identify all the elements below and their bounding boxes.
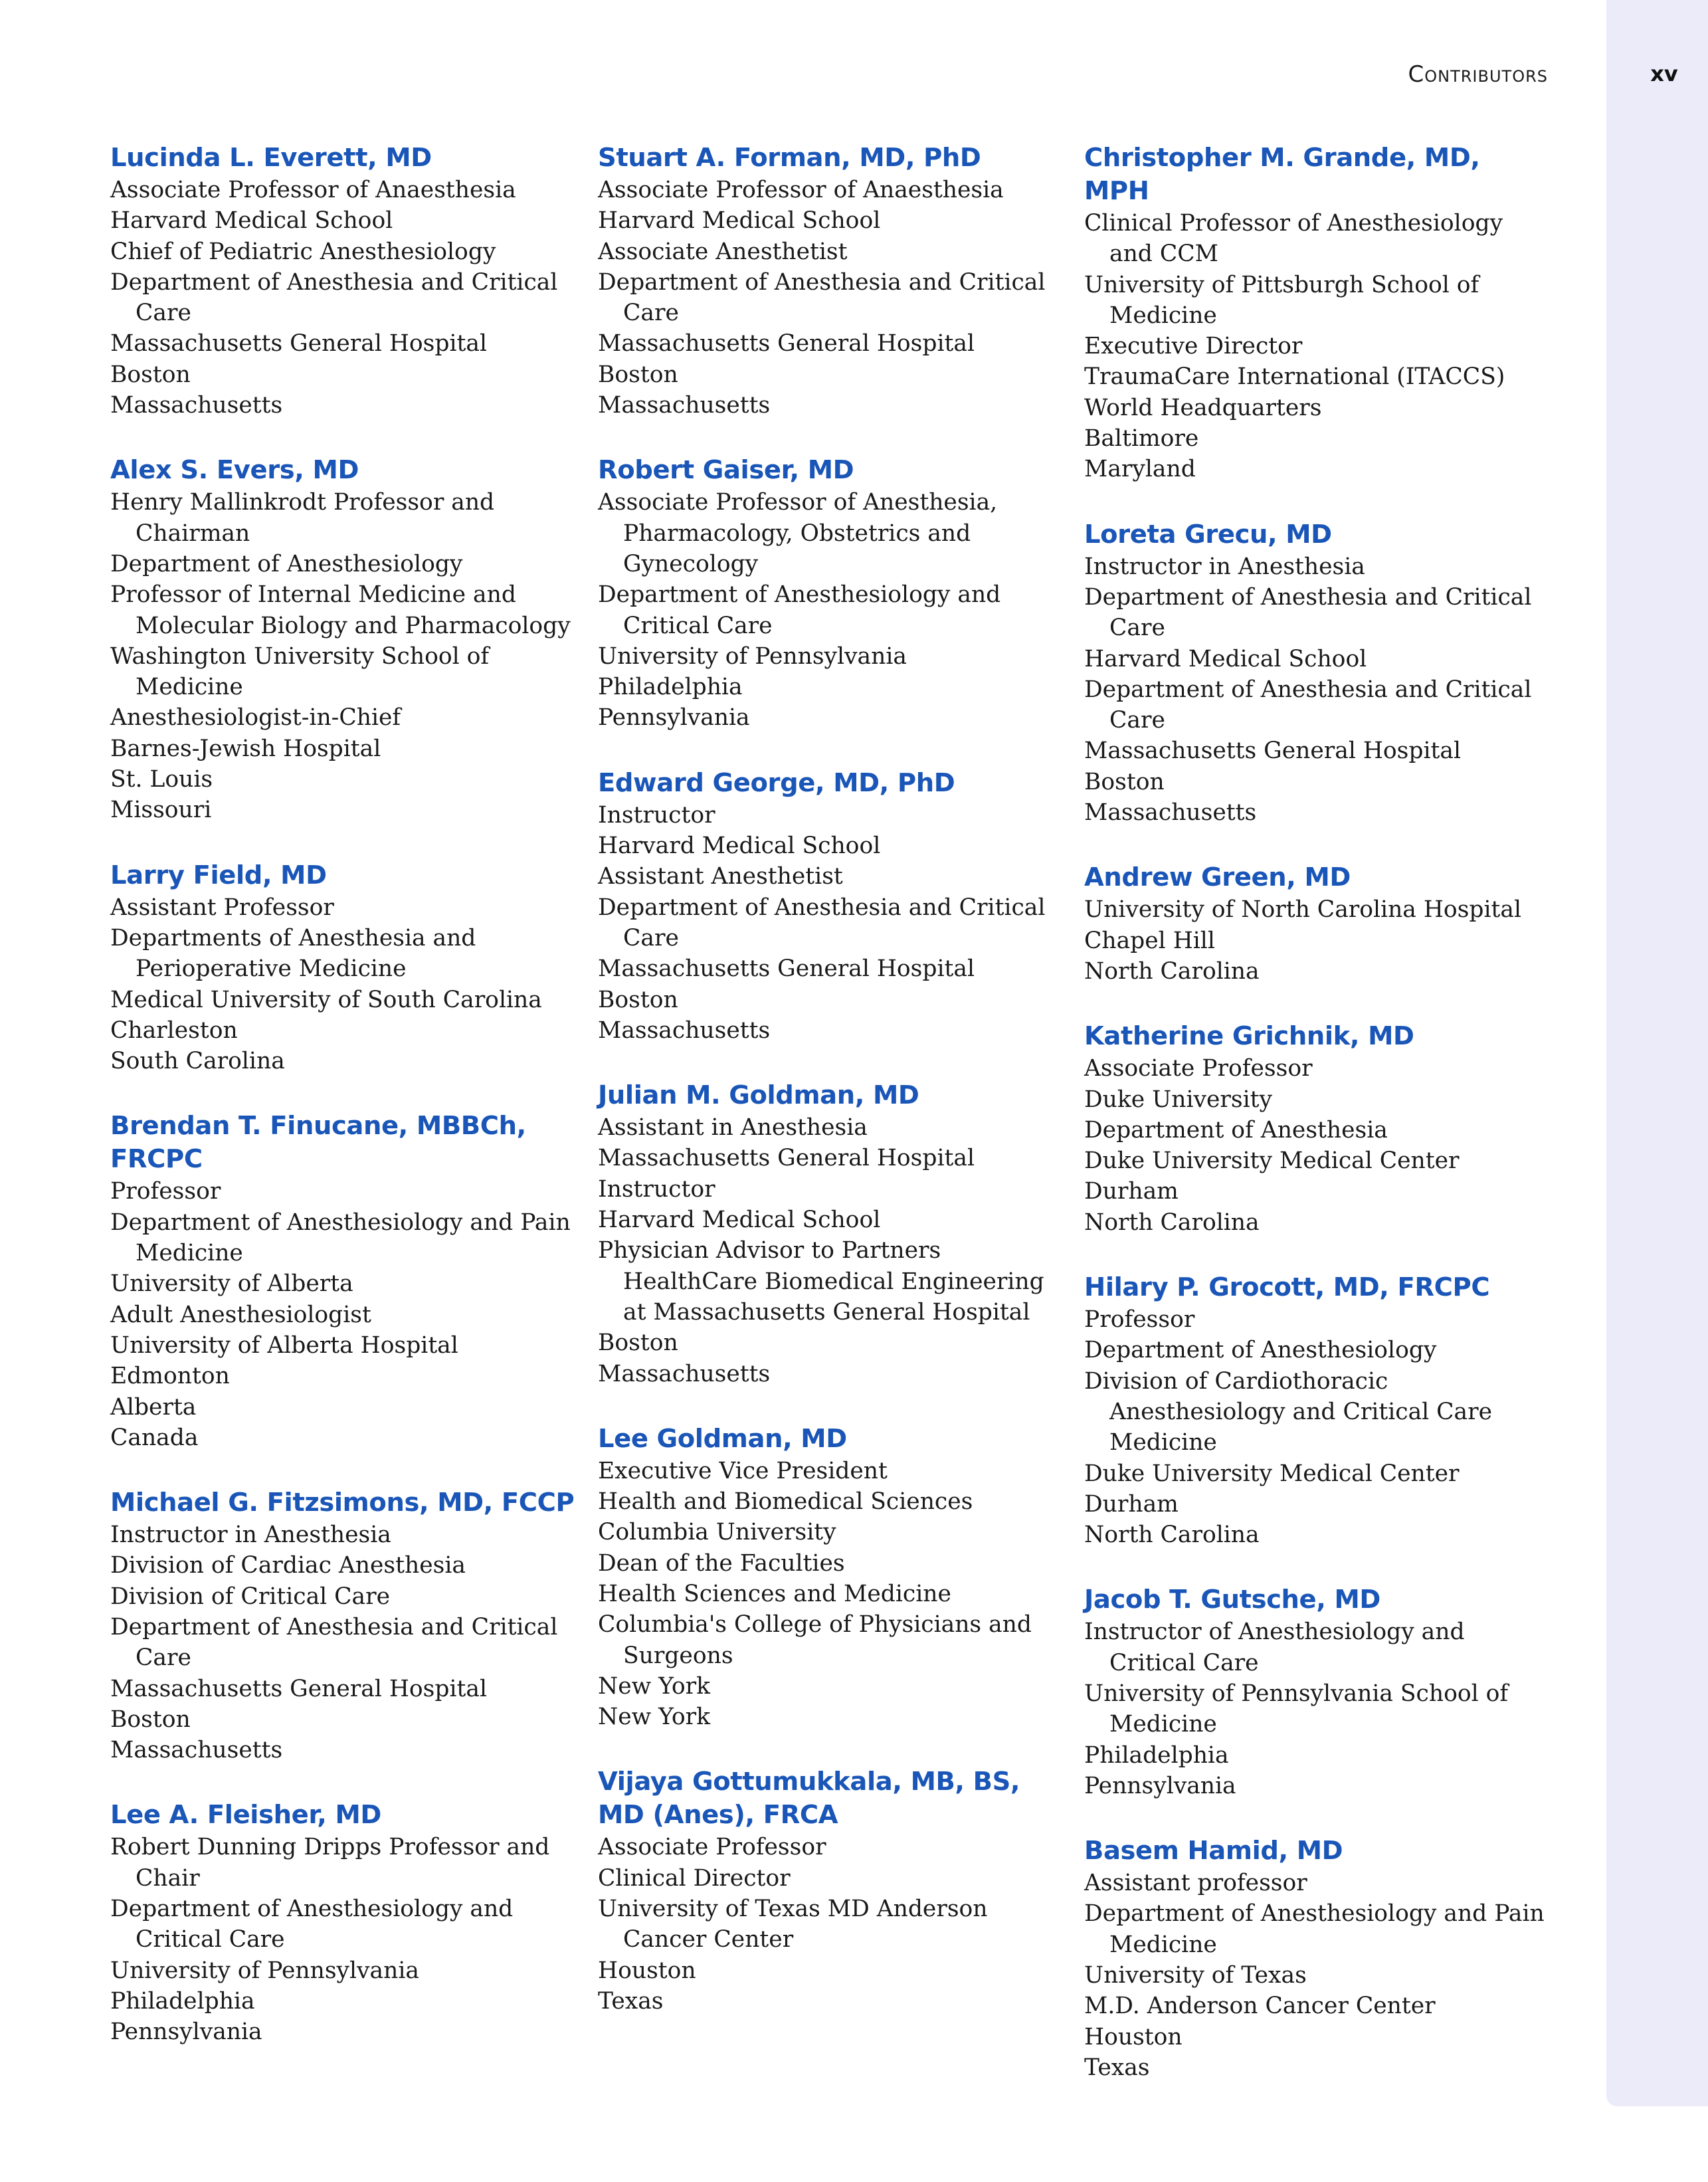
affiliation-line: Massachusetts General Hospital <box>598 330 975 357</box>
affiliation-line: Harvard Medical School <box>598 833 881 860</box>
affiliation-line: Division of Critical Care <box>110 1583 391 1610</box>
affiliation-line: University of Pennsylvania <box>598 643 907 670</box>
affiliation-line: Department of Anesthesia and Critical Care <box>598 268 1046 327</box>
contributor-entry <box>598 1765 1063 2017</box>
affiliation-line: North Carolina <box>1084 1209 1260 1236</box>
affiliation-line: Massachusetts <box>598 1360 771 1387</box>
affiliation-line: Instructor <box>598 801 715 829</box>
contributor-name: Robert Gaiser, MD <box>598 455 854 486</box>
affiliation-line: Adult Anesthesiologist <box>110 1301 371 1328</box>
contributor-entry <box>598 1423 1063 1733</box>
affiliation-line: Associate Anesthetist <box>598 238 848 265</box>
contributor-name: Loreta Grecu, MD <box>1084 519 1332 549</box>
affiliation-line: University of Texas MD Anderson Cancer Center <box>598 1896 988 1953</box>
affiliation-line: Associate Professor <box>1084 1055 1313 1082</box>
contributor-name: Vijaya Gottumukkala, MB, BS, MD (Anes), FRCA <box>598 1767 1020 1831</box>
affiliation-line: Massachusetts General Hospital <box>598 1145 975 1172</box>
affiliation-line: Durham <box>1084 1490 1179 1518</box>
affiliation-line: Harvard Medical School <box>598 207 881 235</box>
affiliation-line: University of North Carolina Hospital <box>1084 896 1521 924</box>
affiliation-line: Massachusetts <box>110 392 283 419</box>
affiliation-line: Assistant in Anesthesia <box>598 1114 868 1141</box>
side-tab <box>1606 0 1708 2106</box>
contributor-name: Jacob T. Gutsche, MD <box>1084 1585 1380 1615</box>
affiliation-line: Instructor <box>598 1175 715 1203</box>
affiliation-line: Duke University Medical Center <box>1084 1460 1460 1487</box>
contributor-name: Michael G. Fitzsimons, MD, FCCP <box>110 1488 575 1518</box>
affiliation-line: Division of Cardiac Anesthesia <box>110 1552 466 1579</box>
affiliation-line: Massachusetts General Hospital <box>598 955 975 983</box>
affiliation-line: Chapel Hill <box>1084 927 1215 954</box>
affiliation-line: Department of Anesthesiology <box>110 550 463 577</box>
contributor-entry <box>1084 1583 1549 1801</box>
affiliation-line: Boston <box>110 1706 191 1733</box>
affiliation-line: Pennsylvania <box>598 704 750 732</box>
affiliation-line: Associate Professor of Anaesthesia <box>598 177 1004 203</box>
affiliation-line: Massachusetts <box>1084 799 1257 827</box>
affiliation-line: Department of Anesthesia and Critical Care <box>1084 583 1532 642</box>
affiliation-line: Health and Biomedical Sciences <box>598 1488 973 1516</box>
affiliation-line: Texas <box>598 1987 664 2015</box>
affiliation-line: Pennsylvania <box>1084 1772 1236 1799</box>
contributor-entry <box>110 1799 575 2047</box>
contributor-entry <box>110 1110 575 1453</box>
affiliation-line: University of Alberta Hospital <box>110 1332 458 1359</box>
contributor-entry <box>1084 861 1549 987</box>
contributor-entry <box>598 454 1063 733</box>
contributor-entry <box>1084 1020 1549 1238</box>
affiliation-line: Assistant Anesthetist <box>598 863 843 890</box>
affiliation-line: University of Pittsburgh School of Medicine <box>1084 271 1479 329</box>
affiliation-line: Robert Dunning Dripps Professor and Chair <box>110 1834 550 1892</box>
affiliation-line: Houston <box>598 1957 696 1984</box>
affiliation-line: Medical University of South Carolina <box>110 986 542 1013</box>
affiliation-line: Chief of Pediatric Anesthesiology <box>110 238 496 265</box>
affiliation-line: Professor <box>1084 1306 1195 1334</box>
affiliation-line: Dean of the Faculties <box>598 1549 845 1577</box>
affiliation-line: Clinical Professor of Anesthesiology and CCM <box>1084 210 1503 268</box>
affiliation-line: University of Pennsylvania <box>110 1957 419 1984</box>
contributor-name: Andrew Green, MD <box>1084 862 1351 893</box>
contributor-name: Julian M. Goldman, MD <box>598 1080 919 1111</box>
contributor-name: Brendan T. Finucane, MBBCh, FRCPC <box>110 1111 526 1175</box>
contributor-entry <box>110 1486 575 1765</box>
affiliation-line: Clinical Director <box>598 1864 791 1892</box>
contributor-name: Lucinda L. Everett, MD <box>110 143 432 173</box>
contributor-entry <box>1084 518 1549 829</box>
contributor-name: Larry Field, MD <box>110 860 327 890</box>
affiliation-line: Canada <box>110 1424 199 1451</box>
contributor-entry <box>110 859 575 1077</box>
contributor-entry <box>598 767 1063 1046</box>
affiliation-line: Charleston <box>110 1017 238 1044</box>
affiliation-line: Executive Director <box>1084 333 1303 360</box>
affiliation-line: Massachusetts <box>598 1017 771 1044</box>
affiliation-line: Department of Anesthesiology and Pain Medicine <box>110 1209 571 1267</box>
affiliation-line: Philadelphia <box>1084 1741 1229 1769</box>
contributor-entry <box>598 1079 1063 1389</box>
contributor-name: Basem Hamid, MD <box>1084 1836 1343 1866</box>
affiliation-line: Assistant Professor <box>110 894 334 921</box>
affiliation-line: Pennsylvania <box>110 2019 262 2046</box>
affiliation-line: Department of Anesthesia and Critical Care <box>110 1613 558 1672</box>
affiliation-line: Professor of Internal Medicine and Molecular Biology and Pharmacology <box>110 581 571 639</box>
affiliation-line: Columbia University <box>598 1519 836 1546</box>
affiliation-line: Harvard Medical School <box>110 207 393 235</box>
affiliation-line: Edmonton <box>110 1363 230 1390</box>
running-head: Contributors <box>1408 61 1548 88</box>
contributor-entry <box>598 142 1063 421</box>
affiliation-line: Houston <box>1084 2023 1183 2050</box>
affiliation-line: Physician Advisor to Partners HealthCare Biomedical Engineering at Massachusetts General Hospital <box>598 1237 1044 1326</box>
affiliation-line: Department of Anesthesia <box>1084 1116 1388 1143</box>
affiliation-line: Texas <box>1084 2054 1150 2081</box>
affiliation-line: Massachusetts General Hospital <box>1084 738 1461 765</box>
affiliation-line: Massachusetts General Hospital <box>110 1675 487 1702</box>
affiliation-line: M.D. Anderson Cancer Center <box>1084 1993 1436 2020</box>
affiliation-line: South Carolina <box>110 1048 285 1075</box>
affiliation-line: North Carolina <box>1084 1522 1260 1549</box>
affiliation-line: Henry Mallinkrodt Professor and Chairman <box>110 489 495 547</box>
affiliation-line: University of Texas <box>1084 1962 1307 1989</box>
affiliation-line: Department of Anesthesia and Critical Care <box>598 894 1046 951</box>
contributor-entry <box>110 142 575 421</box>
affiliation-line: Boston <box>110 361 191 388</box>
affiliation-line: Alberta <box>110 1393 197 1421</box>
affiliation-line: Philadelphia <box>110 1987 255 2015</box>
affiliation-line: Department of Anesthesia and Critical Care <box>1084 676 1532 734</box>
affiliation-line: Boston <box>598 361 678 388</box>
affiliation-line: Barnes-Jewish Hospital <box>110 735 381 762</box>
affiliation-line: Associate Professor of Anesthesia, Pharmacology, Obstetrics and Gynecology <box>598 489 998 577</box>
contributors-column-3 <box>1084 142 1549 2116</box>
affiliation-line: Missouri <box>110 797 212 824</box>
contributor-entry <box>1084 142 1549 485</box>
affiliation-line: Boston <box>598 1330 678 1357</box>
page-number: xv <box>1650 61 1678 86</box>
contributor-entry <box>1084 1835 1549 2083</box>
affiliation-line: North Carolina <box>1084 957 1260 985</box>
contributor-entry <box>110 454 575 825</box>
contributor-name: Stuart A. Forman, MD, PhD <box>598 143 981 173</box>
affiliation-line: Associate Professor <box>598 1834 826 1861</box>
affiliation-line: Department of Anesthesiology <box>1084 1337 1437 1364</box>
affiliation-line: Department of Anesthesiology and Pain Medicine <box>1084 1900 1545 1958</box>
affiliation-line: Department of Anesthesia and Critical Care <box>110 268 558 327</box>
affiliation-line: Professor <box>110 1178 221 1205</box>
affiliation-line: Washington University School of Medicine <box>110 643 490 701</box>
affiliation-line: Massachusetts General Hospital <box>110 330 487 357</box>
affiliation-line: Instructor in Anesthesia <box>110 1522 391 1549</box>
affiliation-line: Massachusetts <box>110 1737 283 1764</box>
affiliation-line: Durham <box>1084 1178 1179 1205</box>
affiliation-line: Harvard Medical School <box>1084 645 1367 672</box>
affiliation-line: Associate Professor of Anaesthesia <box>110 177 516 203</box>
affiliation-line: Assistant professor <box>1084 1870 1307 1897</box>
affiliation-line: St. Louis <box>110 766 213 793</box>
affiliation-line: Instructor in Anesthesia <box>1084 553 1365 580</box>
affiliation-line: World Headquarters <box>1084 394 1322 421</box>
affiliation-line: Harvard Medical School <box>598 1207 881 1234</box>
contributor-name: Lee A. Fleisher, MD <box>110 1800 381 1831</box>
affiliation-line: Boston <box>598 986 678 1013</box>
affiliation-line: Health Sciences and Medicine <box>598 1580 951 1607</box>
affiliation-line: Executive Vice President <box>598 1457 888 1484</box>
affiliation-line: Philadelphia <box>598 674 743 701</box>
contributors-column-2 <box>598 142 1063 2050</box>
affiliation-line: Instructor of Anesthesiology and Critical Care <box>1084 1619 1465 1676</box>
affiliation-line: Departments of Anesthesia and Perioperative Medicine <box>110 924 476 983</box>
affiliation-line: Maryland <box>1084 456 1196 483</box>
contributors-column-1 <box>110 142 575 2081</box>
affiliation-line: New York <box>598 1704 711 1731</box>
affiliation-line: Boston <box>1084 768 1165 795</box>
contributor-name: Lee Goldman, MD <box>598 1423 847 1454</box>
affiliation-line: TraumaCare International (ITACCS) <box>1084 363 1505 391</box>
affiliation-line: Duke University Medical Center <box>1084 1147 1460 1175</box>
contributor-name: Katherine Grichnik, MD <box>1084 1021 1414 1052</box>
affiliation-line: University of Pennsylvania School of Medicine <box>1084 1680 1509 1738</box>
affiliation-line: Columbia's College of Physicians and Surgeons <box>598 1611 1032 1669</box>
contributor-name: Edward George, MD, PhD <box>598 767 955 798</box>
affiliation-line: Anesthesiologist-in-Chief <box>110 704 401 732</box>
contributor-name: Christopher M. Grande, MD, MPH <box>1084 143 1480 206</box>
affiliation-line: Duke University <box>1084 1086 1272 1113</box>
affiliation-line: Division of Cardiothoracic Anesthesiology and Critical Care Medicine <box>1084 1367 1493 1456</box>
affiliation-line: University of Alberta <box>110 1270 353 1298</box>
contributor-name: Hilary P. Grocott, MD, FRCPC <box>1084 1272 1490 1303</box>
affiliation-line: Baltimore <box>1084 425 1199 452</box>
contributor-entry <box>1084 1271 1549 1550</box>
affiliation-line: Massachusetts <box>598 392 771 419</box>
affiliation-line: Department of Anesthesiology and Critical Care <box>110 1896 514 1953</box>
affiliation-line: Department of Anesthesiology and Critical Care <box>598 581 1001 639</box>
contributor-name: Alex S. Evers, MD <box>110 455 359 486</box>
affiliation-line: New York <box>598 1672 711 1700</box>
